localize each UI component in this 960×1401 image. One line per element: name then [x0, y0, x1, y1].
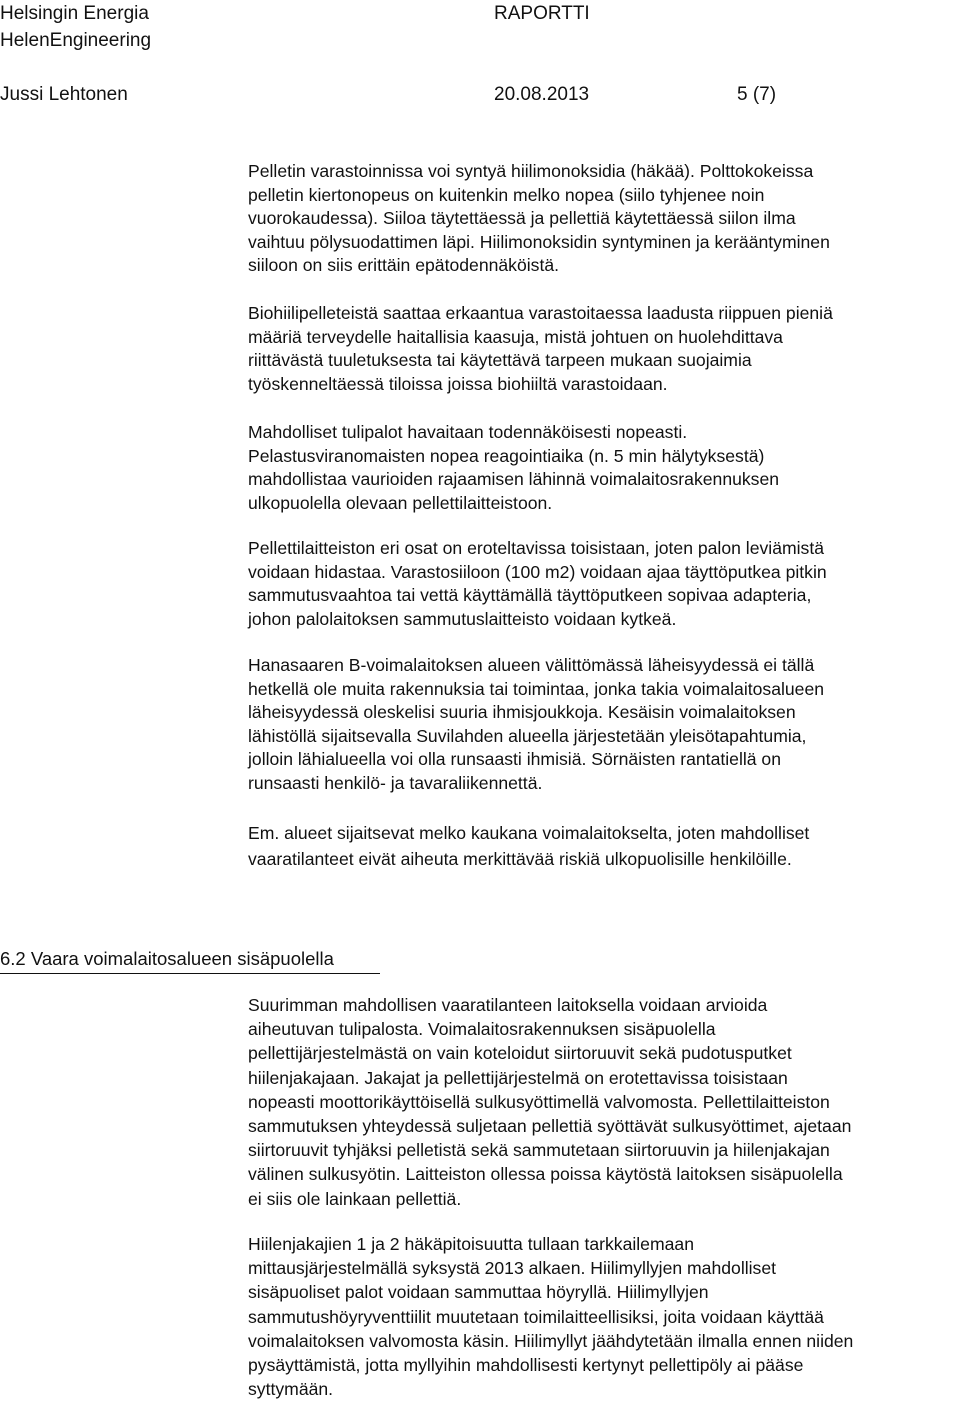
paragraph: Em. alueet sijaitsevat melko kaukana voimalaitokselta, joten mahdolliset vaaratilanteet eivät aiheuta merkittävää riskiä ulkopuolisille henkilöille. [248, 823, 810, 869]
header-report-type: RAPORTTI [494, 3, 590, 24]
paragraph: Pelletin varastoinnissa voi syntyä hiilimonoksidia (häkää). Polttokokeissa pelletin kiertonopeus on kuitenkin melko nopea (siilo tyhjenee noin vuorokaudessa). Siiloa täytettäessä ja pellettiä käytettäessä siilon ilma vaihtuu pölysuodattimen läpi. Hiilimonoksidin syntyminen ja kerääntyminen siiloon on siis erittäin epätodennäköistä. [248, 161, 830, 275]
header-department: HelenEngineering [0, 30, 152, 51]
header-author: Jussi Lehtonen [0, 84, 128, 105]
header-date: 20.08.2013 [494, 84, 590, 105]
paragraph: Biohiilipelleteistä saattaa erkaantua varastoitaessa laadusta riippuen pieniä määriä terveydelle haitallisia kaasuja, mistä johtuen on huolehdittava riittävästä tuuletuksesta tai käytettävä tarpeen mukaan suojaimia työskenneltäessä tiloissa joissa biohiiltä varastoidaan. [248, 303, 833, 394]
heading-underline [0, 973, 380, 974]
paragraph: Mahdolliset tulipalot havaitaan todennäköisesti nopeasti. Pelastusviranomaisten nopea reagointiaika (n. 5 min hälytyksestä) mahdollistaa vaurioiden rajaamisen lähinnä voimalaitosrakennuksen ulkopuolella olevaan pellettilaitteistoon. [248, 422, 780, 513]
paragraph: Hiilenjakajien 1 ja 2 häkäpitoisuutta tullaan tarkkailemaan mittausjärjestelmällä syksystä 2013 alkaen. Hiilimyllyjen mahdolliset sisäpuoliset palot voidaan sammuttaa höyryllä. Hiilimyllyjen sammutushöyryventtiilit muutetaan toimilaitteellisiksi, joita voidaan käyttää voimalaitoksen valvomosta käsin. Hiilimyllyt jäähdytetään ilmalla ennen niiden pysäyttämistä, jotta myllyihin mahdollisesti kertynyt pellettipöly ai pääse syttymään. [248, 1234, 854, 1400]
header-company: Helsingin Energia [0, 3, 149, 24]
paragraph: Hanasaaren B-voimalaitoksen alueen välittömässä läheisyydessä ei tällä hetkellä ole muita rakennuksia tai toimintaa, jonka takia voimalaitosalueen läheisyydessä oleskelisi suuria ihmisjoukkoja. Kesäisin voimalaitoksen lähistöllä sijaitsevalla Suvilahden alueella järjestetään yleisötapahtumia, jolloin lähialueella voi olla runsaasti ihmisiä. Sörnäisten rantatiellä on runsaasti henkilö- ja tavaraliikennettä. [248, 655, 825, 793]
paragraph: Pellettilaitteiston eri osat on eroteltavissa toisistaan, joten palon leviämistä voidaan hidastaa. Varastosiiloon (100 m2) voidaan ajaa täyttöputkea pitkin sammutusvaahtoa tai vettä käyttämällä täyttöputkeen sopivaa adapteria, johon palolaitoksen sammutuslaitteisto voidaan kytkeä. [248, 538, 827, 629]
paragraph: Suurimman mahdollisen vaaratilanteen laitoksella voidaan arvioida aiheutuvan tulipalosta. Voimalaitosrakennuksen sisäpuolella pellettijärjestelmästä on vain koteloidut siirtoruuvit sekä pudotusputket hiilenjakajaan. Jakajat ja pellettijärjestelmä on erotettavissa toisistaan nopeasti moottorikäyttöisellä sulkusyöttimellä valvomosta. Pellettilaitteiston sammutuksen yhteydessä suljetaan pellettiä syöttävät sulkusyöttimet, ajetaan siirtoruuvit tyhjäksi pelletistä sekä sammutetaan siirtoruuvin ja hiilenjakajan välinen sulkusyötin. Laitteiston ollessa poissa käytöstä laitoksen sisäpuolella ei siis ole lainkaan pellettiä. [248, 995, 852, 1209]
header-page-number: 5 (7) [737, 84, 777, 105]
section-heading: 6.2 Vaara voimalaitosalueen sisäpuolella [0, 948, 334, 969]
